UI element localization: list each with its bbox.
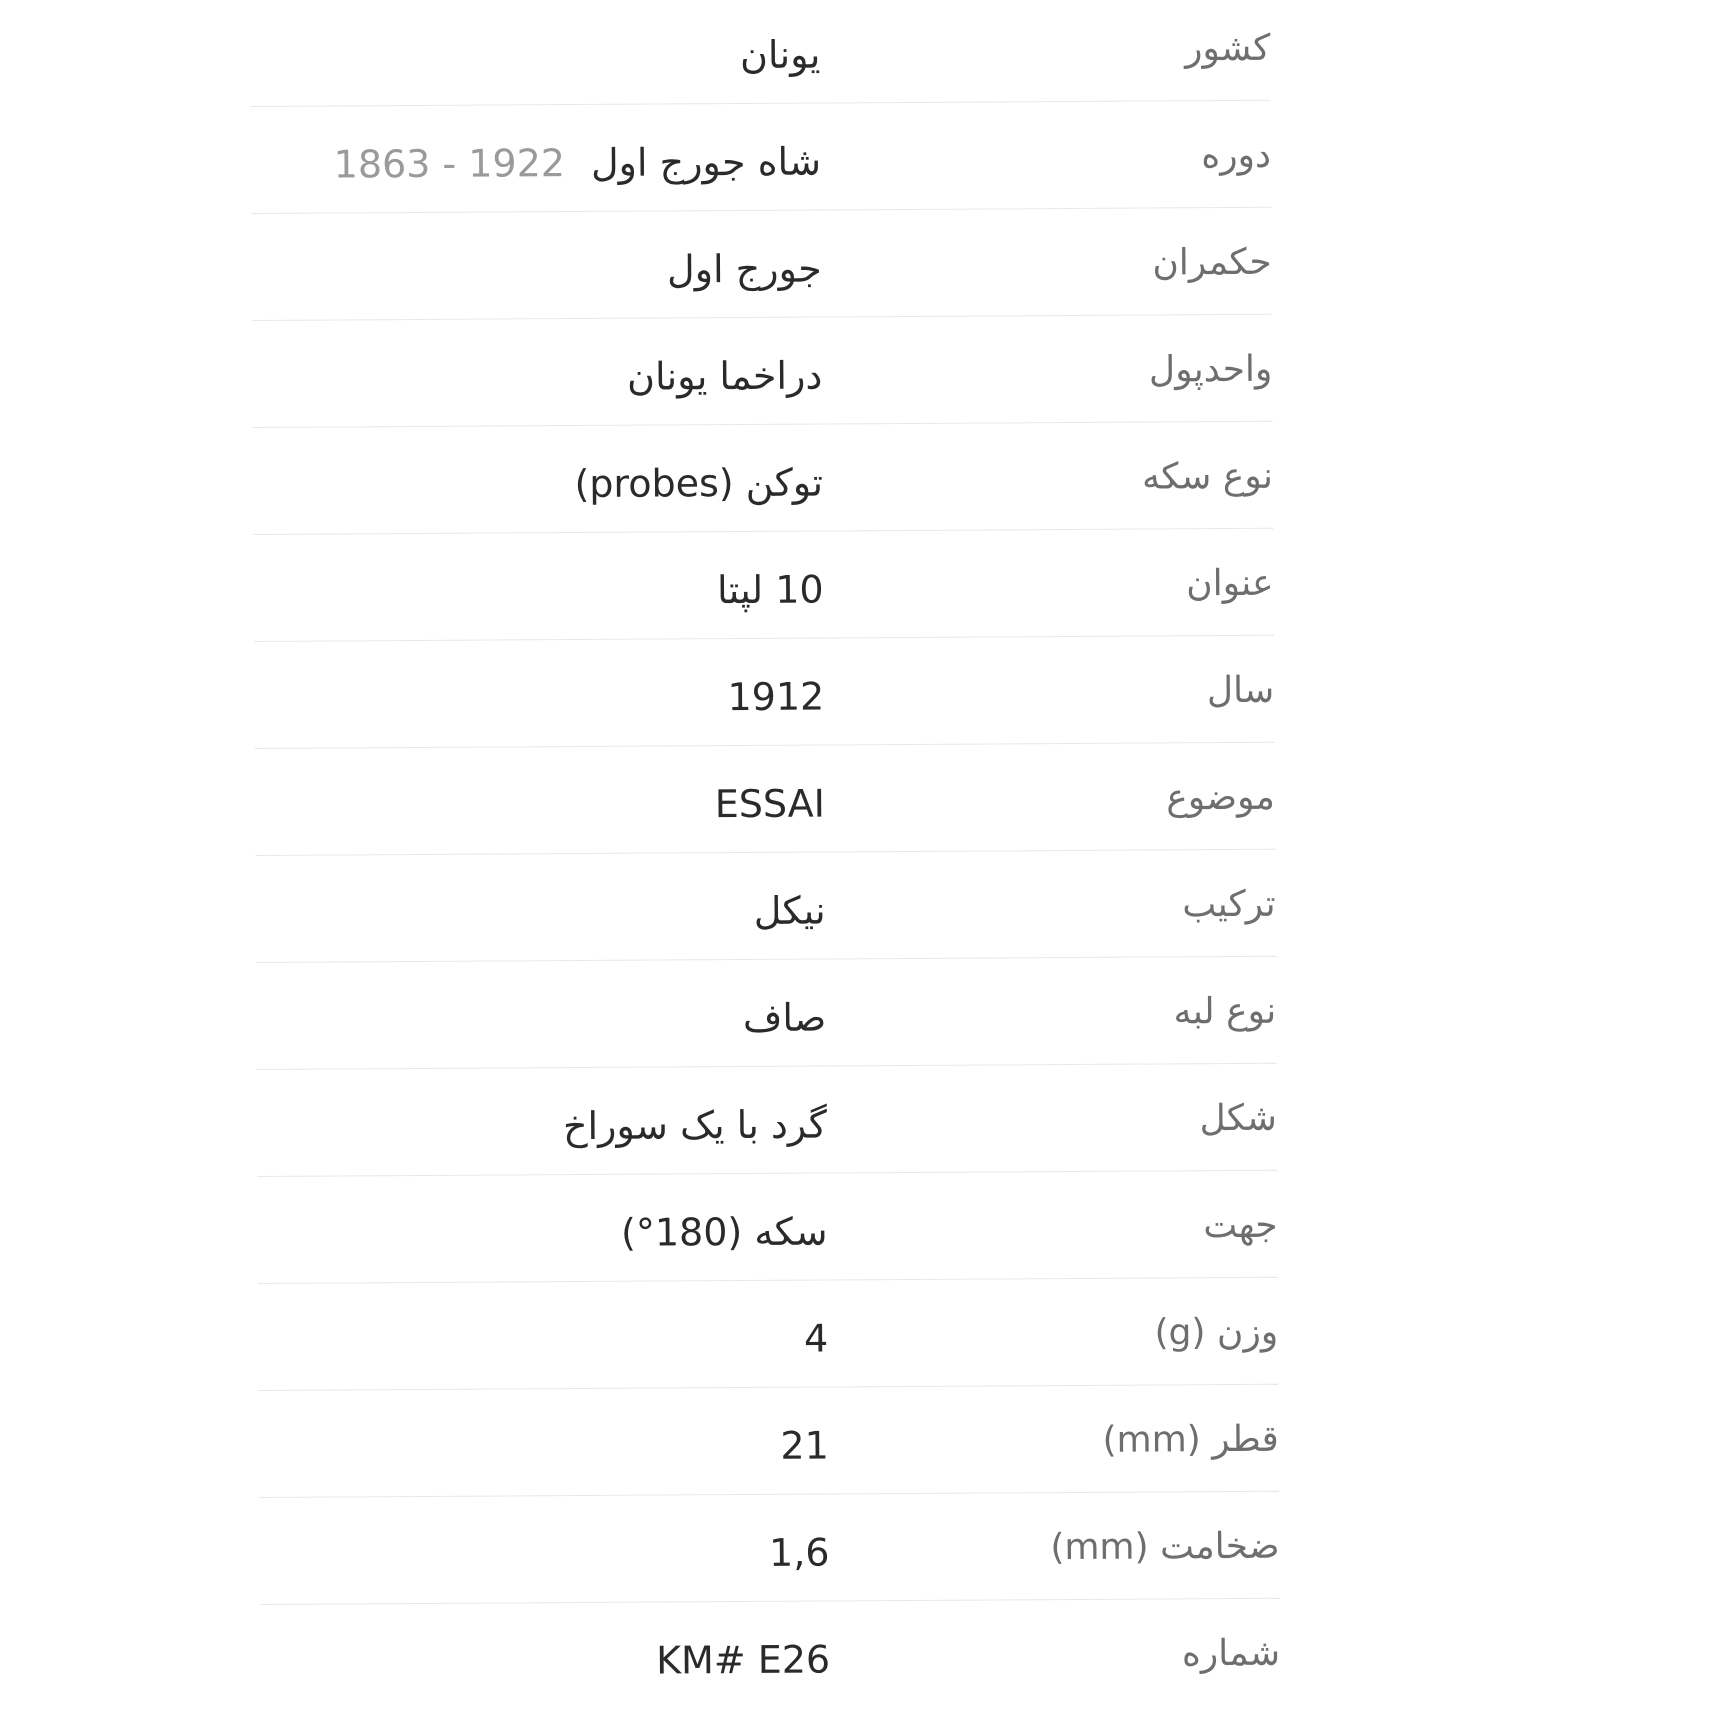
detail-value: 10 لپتا [716, 567, 824, 613]
detail-label: شکل [1199, 1097, 1277, 1140]
detail-row-diameter [258, 1385, 1279, 1498]
detail-row-subject [255, 743, 1276, 856]
detail-row-coin-type [253, 422, 1274, 535]
detail-value: 1912 [727, 674, 825, 720]
detail-row-weight [258, 1278, 1279, 1391]
detail-value: سکه (180°) [620, 1209, 828, 1255]
coin-details-table [250, 0, 1280, 1712]
detail-row-number [260, 1599, 1281, 1712]
detail-value: یونان [739, 32, 821, 78]
detail-row-orientation [257, 1171, 1278, 1284]
detail-label: سال [1206, 669, 1275, 712]
detail-label: جهت [1203, 1204, 1278, 1247]
detail-label: وزن (g) [1154, 1311, 1279, 1354]
detail-value: 4 [803, 1316, 829, 1361]
detail-label: نوع سکه [1141, 455, 1274, 498]
detail-value [334, 140, 822, 187]
detail-value: ESSAI [714, 781, 826, 827]
detail-label: عنوان [1186, 562, 1274, 605]
detail-label: شماره [1181, 1632, 1281, 1675]
detail-label: کشور [1184, 27, 1271, 70]
period-name: شاه جورج اول [590, 139, 822, 185]
detail-label: حکمران [1152, 241, 1272, 284]
detail-label: دوره [1201, 134, 1272, 177]
detail-row-ruler [251, 208, 1272, 321]
detail-row-period [251, 101, 1272, 214]
detail-row-edge [256, 957, 1277, 1070]
detail-row-thickness [259, 1492, 1280, 1605]
detail-value: 1,6 [768, 1530, 830, 1575]
detail-row-year [254, 636, 1275, 749]
detail-label: قطر (mm) [1102, 1418, 1279, 1461]
period-years: 1863 - 1922 [333, 141, 566, 187]
detail-value: جورج اول [666, 246, 822, 292]
detail-value: 21 [780, 1423, 829, 1468]
detail-value: نیکل [753, 888, 826, 933]
detail-row-title [253, 529, 1274, 642]
detail-row-composition [255, 850, 1276, 963]
detail-label: ترکیب [1182, 883, 1276, 926]
detail-value: KM# E26 [656, 1637, 831, 1683]
detail-label: واحدپول [1148, 348, 1273, 391]
detail-row-shape [257, 1064, 1278, 1177]
detail-label: موضوع [1166, 776, 1276, 819]
detail-row-country [250, 0, 1271, 107]
detail-value: دراخما یونان [626, 353, 823, 399]
detail-value: توکن (probes) [574, 460, 824, 507]
detail-label: نوع لبه [1173, 990, 1277, 1033]
detail-label: ضخامت (mm) [1050, 1525, 1280, 1569]
detail-row-currency [252, 315, 1273, 428]
detail-value: صاف [742, 995, 827, 1041]
detail-value: گرد با یک سوراخ [562, 1102, 828, 1149]
